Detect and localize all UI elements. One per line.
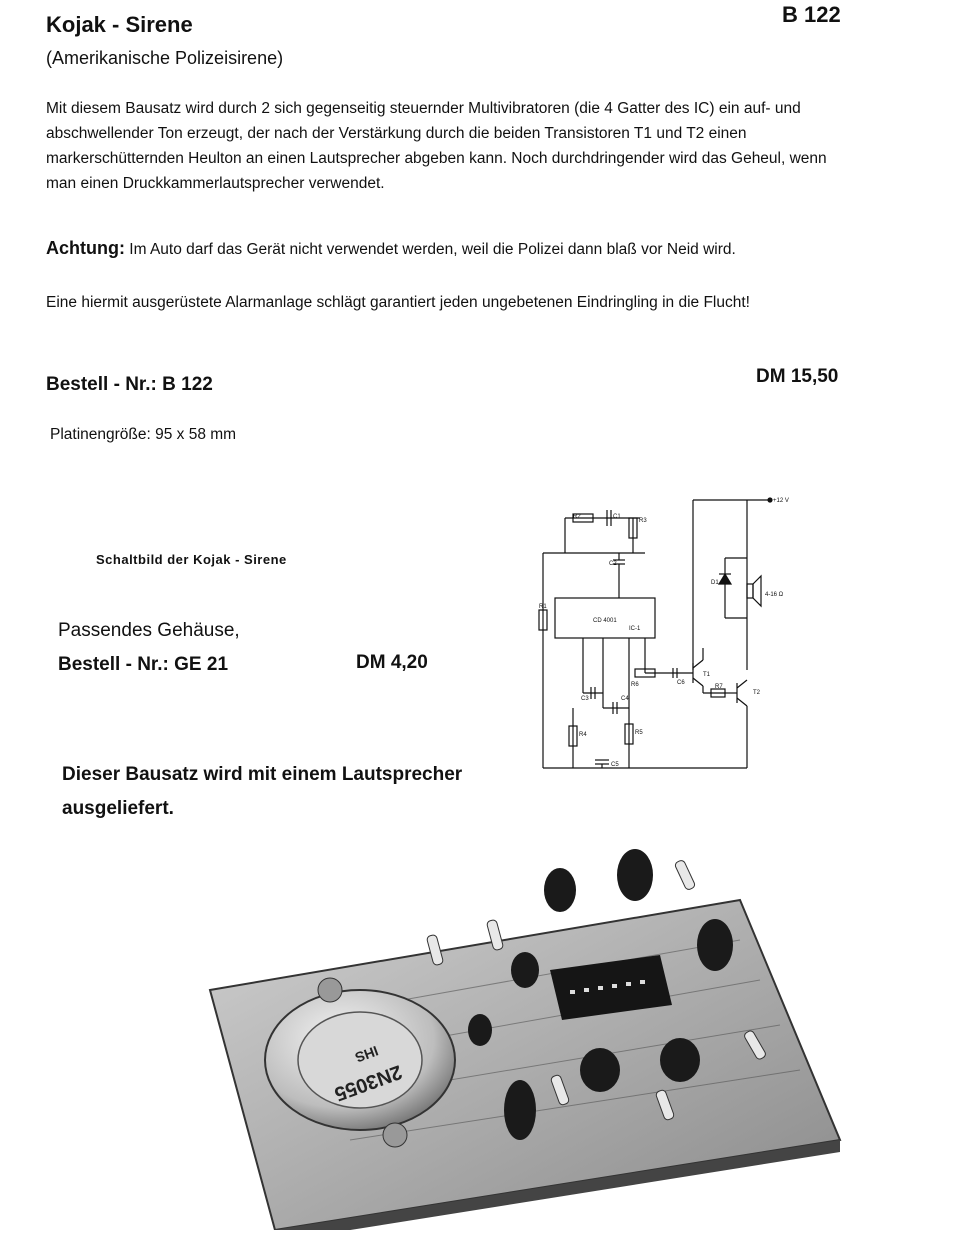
circuit-schematic bbox=[525, 488, 815, 788]
board-size: Platinengröße: 95 x 58 mm bbox=[50, 426, 237, 443]
schematic-caption: Schaltbild der Kojak - Sirene bbox=[96, 552, 287, 567]
schematic-label-c2: C2 bbox=[609, 561, 617, 567]
schematic-label-r6: R6 bbox=[631, 682, 639, 688]
schematic-label-t1: T1 bbox=[703, 672, 711, 678]
schematic-label-d1: D1 bbox=[711, 580, 719, 586]
warning-text: Im Auto darf das Gerät nicht verwendet werden, weil die Polizei dann blaß vor Neid wird. bbox=[124, 241, 736, 258]
schematic-label-c3: C3 bbox=[581, 696, 589, 702]
case-order-number: Bestell - Nr.: GE 21 bbox=[58, 654, 229, 675]
warning-paragraph bbox=[46, 236, 858, 262]
page-title: Kojak - Sirene bbox=[46, 12, 193, 37]
description-paragraph: Mit diesem Bausatz wird durch 2 sich gegenseitig steuernder Multivibratoren (die 4 Gatter des IC) ein auf- und abschwellender Ton erzeugt, der nach der Verstärkung durch die beiden Transistoren T1 und T2 einen markerschütternden Heulton an einen Lautsprecher abgeben kann. Noch durchdringender wird das Geheul, wenn man einen Druckkammerlautsprecher verwendet. bbox=[46, 100, 827, 192]
ic-name-label: CD 4001 bbox=[593, 618, 617, 624]
schematic-label-r2: R2 bbox=[573, 514, 581, 520]
schematic-label-r1: R1 bbox=[539, 604, 547, 610]
case-label: Passendes Gehäuse, bbox=[58, 620, 240, 641]
case-price: DM 4,20 bbox=[356, 652, 428, 673]
schematic-label-c5: C5 bbox=[611, 762, 619, 768]
transistor-brand: IHS bbox=[353, 1042, 381, 1066]
alarm-paragraph: Eine hiermit ausgerüstete Alarmanlage schlägt garantiert jeden ungebetenen Eindringling in die Flucht! bbox=[46, 294, 750, 311]
schematic-label-r7: R7 bbox=[715, 684, 723, 690]
schematic-label-r4: R4 bbox=[579, 732, 587, 738]
schematic-label-c6: C6 bbox=[677, 680, 685, 686]
schematic-label-r3: R3 bbox=[639, 518, 647, 524]
schematic-label-t2: T2 bbox=[753, 690, 761, 696]
supply-label: +12 V bbox=[773, 498, 789, 504]
speaker-label: 4-16 Ω bbox=[765, 592, 784, 598]
ic-ref-label: IC-1 bbox=[629, 626, 641, 632]
order-number: Bestell - Nr.: B 122 bbox=[46, 374, 213, 395]
warning-label: Achtung: bbox=[46, 238, 125, 258]
schematic-label-c4: C4 bbox=[621, 696, 629, 702]
product-code: B 122 bbox=[782, 2, 841, 27]
kit-price: DM 15,50 bbox=[756, 366, 839, 387]
transistor-marking: 2N3055 bbox=[331, 1060, 405, 1105]
schematic-label-c1: C1 bbox=[613, 514, 621, 520]
pcb-photo bbox=[180, 830, 860, 1230]
delivery-note: Dieser Bausatz wird mit einem Lautsprecher ausgeliefert. bbox=[62, 764, 463, 819]
schematic-label-r5: R5 bbox=[635, 730, 643, 736]
page-subtitle: (Amerikanische Polizeisirene) bbox=[46, 48, 284, 68]
